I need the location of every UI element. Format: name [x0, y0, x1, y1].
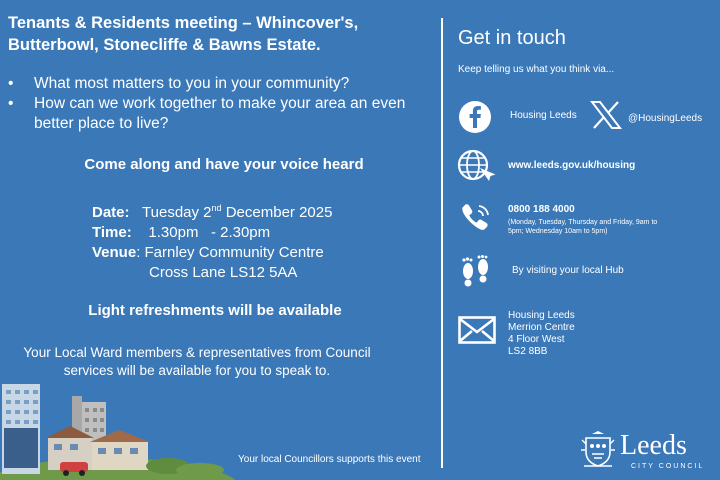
envelope-icon [458, 316, 496, 344]
refreshments-note: Light refreshments will be available [88, 302, 342, 319]
x-logo-icon [590, 100, 622, 130]
website-link[interactable]: www.leeds.gov.uk/housing [508, 160, 636, 171]
address-line: LS2 8BB [508, 346, 548, 357]
facebook-link[interactable]: Housing Leeds [510, 110, 577, 121]
event-details [92, 198, 332, 283]
time-label: Time: [92, 224, 132, 241]
phone-number[interactable]: 0800 188 4000 [508, 204, 575, 215]
x-handle-link[interactable]: @HousingLeeds [628, 113, 703, 124]
contact-panel [450, 0, 720, 480]
address-line: Merrion Centre [508, 322, 575, 333]
time-value: 1.30pm - 2.30pm [148, 224, 271, 241]
come-along-heading: Come along and have your voice heard [84, 156, 364, 173]
venue-line1: : Farnley Community Centre [136, 244, 324, 261]
street-illustration [0, 376, 240, 480]
globe-icon [456, 148, 496, 184]
venue-label: Venue [92, 244, 137, 261]
question-list [8, 74, 428, 134]
contact-heading: Get in touch [458, 27, 566, 49]
city-council-wordmark: CITY COUNCIL [631, 463, 705, 470]
address-line: 4 Floor West [508, 334, 565, 345]
address-line: Housing Leeds [508, 310, 575, 321]
date-row [92, 198, 332, 223]
councillors-support-note: Your local Councillors supports this event [238, 454, 421, 465]
hub-text: By visiting your local Hub [512, 265, 624, 276]
phone-hours: (Monday, Tuesday, Thursday and Friday, 9am to 5pm; Wednesday 10am to 5pm) [508, 219, 658, 235]
venue-row [92, 243, 332, 263]
leeds-crest-logo [578, 430, 618, 470]
ward-members-note: Your Local Ward members & representatives from Council services will be available for you to speak to. [23, 345, 371, 378]
leeds-wordmark: Leeds [620, 430, 687, 461]
venue-line2: Cross Lane LS12 5AA [149, 264, 298, 281]
question-item: • How can we work together to make your area an even better place to live? [8, 94, 428, 134]
time-row [92, 223, 332, 243]
date-value: Tuesday 2nd December 2025 [142, 203, 333, 221]
column-divider [441, 18, 443, 468]
facebook-icon [458, 100, 492, 134]
postal-address [508, 310, 575, 358]
date-label: Date: [92, 204, 130, 221]
event-title: Tenants & Residents meeting – Whincover's, Butterbowl, Stonecliffe & Bawns Estate. [8, 14, 359, 54]
footprints-icon [458, 255, 494, 291]
phone-icon [458, 202, 492, 236]
question-item: • What most matters to you in your community? [8, 74, 428, 94]
contact-subheading: Keep telling us what you think via... [458, 64, 615, 75]
